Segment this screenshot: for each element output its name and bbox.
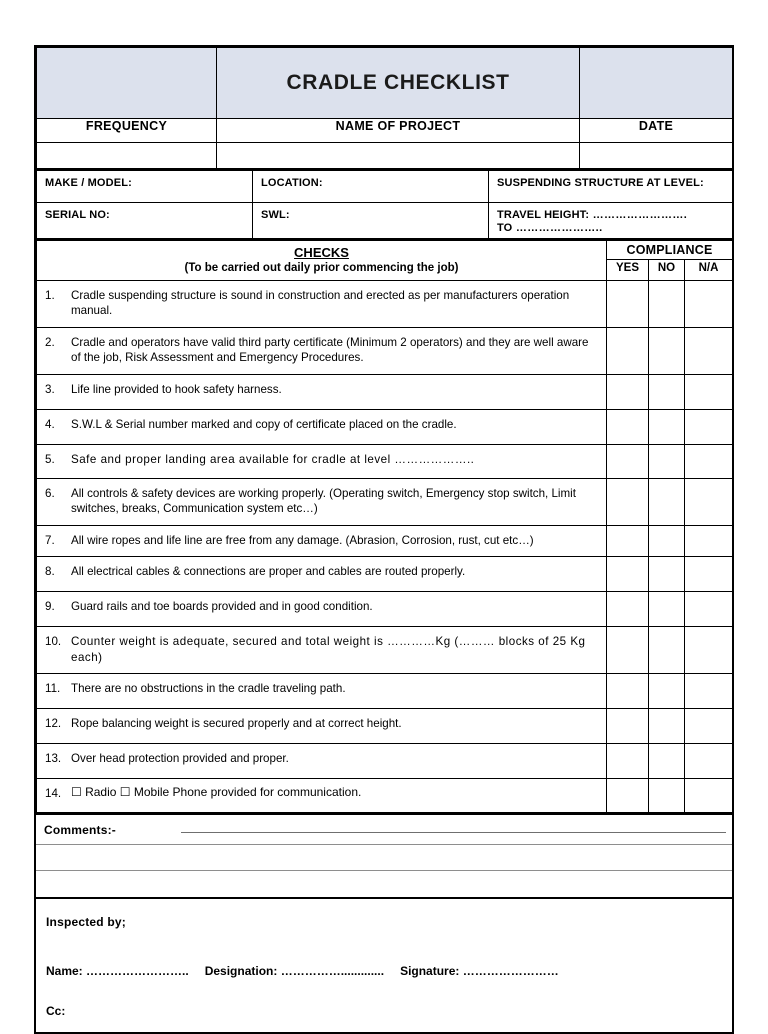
- travel-to-dots: …………………..: [512, 221, 603, 234]
- item-text-cell: [37, 779, 607, 813]
- item-no-box[interactable]: [649, 327, 685, 374]
- item-number: 7.: [45, 533, 55, 547]
- item-text-cell: [37, 444, 607, 478]
- table-row: [37, 444, 733, 478]
- suspending-structure-label: SUSPENDING STRUCTURE AT LEVEL:: [497, 177, 704, 189]
- travel-to-label: TO: [497, 221, 513, 234]
- table-row: [37, 709, 733, 744]
- table-row: [37, 779, 733, 813]
- item-no-box[interactable]: [649, 744, 685, 779]
- table-row: [37, 478, 733, 525]
- swl-cell[interactable]: [253, 202, 489, 238]
- item-number: 11.: [45, 682, 61, 695]
- item-no-box[interactable]: [649, 525, 685, 557]
- item-text-cell: [37, 557, 607, 592]
- item-number: 6.: [45, 486, 55, 500]
- column-header-na: N/A: [685, 260, 733, 280]
- table-row: [37, 557, 733, 592]
- item-text-cell: [37, 674, 607, 709]
- project-field[interactable]: [217, 143, 580, 169]
- item-text-cell: [37, 744, 607, 779]
- item-yes-box[interactable]: [607, 674, 649, 709]
- item-no-box[interactable]: [649, 444, 685, 478]
- item-na-box[interactable]: [685, 327, 733, 374]
- table-row: [37, 627, 733, 674]
- item-description: All controls & safety devices are working properly. (Operating switch, Emergency stop switch, Limit switches, breaks, Communication system etc…): [71, 486, 576, 515]
- item-na-box[interactable]: [685, 525, 733, 557]
- designation-label: Designation:: [204, 964, 278, 978]
- item-yes-box[interactable]: [607, 709, 649, 744]
- header-values-row: [37, 143, 733, 169]
- serial-no-label: SERIAL NO:: [45, 208, 110, 221]
- comments-line-2[interactable]: [36, 845, 732, 871]
- item-no-box[interactable]: [649, 779, 685, 813]
- item-yes-box[interactable]: [607, 327, 649, 374]
- item-description: All wire ropes and life line are free from any damage. (Abrasion, Corrosion, rust, cut etc…): [71, 533, 534, 547]
- designation-dots: …………….............: [277, 964, 385, 978]
- comments-first-line[interactable]: [36, 815, 732, 845]
- travel-height-dots: …………………….: [589, 208, 688, 221]
- item-text-cell: [37, 592, 607, 627]
- travel-to-line: [497, 222, 732, 234]
- comments-rule: [181, 832, 726, 833]
- serial-no-cell[interactable]: [37, 202, 253, 238]
- item-na-box[interactable]: [685, 674, 733, 709]
- inspection-section: [36, 897, 732, 1032]
- table-row: [37, 674, 733, 709]
- item-number: 12.: [45, 717, 62, 730]
- name-field[interactable]: [46, 964, 189, 978]
- signature-field[interactable]: [400, 964, 559, 978]
- name-dots: ……………………..: [82, 964, 189, 978]
- item-number: 10.: [45, 635, 62, 648]
- item-description: All electrical cables & connections are proper and cables are routed properly.: [71, 565, 466, 578]
- equipment-info-table: [36, 169, 733, 239]
- item-na-box[interactable]: [685, 444, 733, 478]
- item-number: 2.: [45, 335, 55, 349]
- item-text-cell: [37, 409, 607, 444]
- header-labels-row: [37, 119, 733, 143]
- item-number: 4.: [45, 417, 55, 431]
- signature-line: [46, 964, 722, 978]
- travel-height-label: TRAVEL HEIGHT:: [497, 208, 590, 221]
- page-title: CRADLE CHECKLIST: [217, 48, 580, 119]
- table-row: [37, 409, 733, 444]
- form-header-table: [36, 47, 733, 169]
- table-row: [37, 327, 733, 374]
- item-text-cell: [37, 374, 607, 409]
- travel-height-cell[interactable]: [489, 202, 733, 238]
- table-row: [37, 592, 733, 627]
- item-yes-box[interactable]: [607, 627, 649, 674]
- item-number: 1.: [45, 288, 55, 302]
- item-yes-box[interactable]: [607, 280, 649, 327]
- item-na-box[interactable]: [685, 409, 733, 444]
- checks-table: [36, 239, 733, 814]
- name-label: Name:: [46, 964, 83, 978]
- title-left-spacer: [37, 48, 217, 119]
- column-header-no: NO: [649, 260, 685, 280]
- item-yes-box[interactable]: [607, 444, 649, 478]
- signature-dots: ……………………: [459, 964, 559, 978]
- compliance-header: COMPLIANCE: [607, 240, 733, 260]
- column-header-yes: YES: [607, 260, 649, 280]
- item-description: S.W.L & Serial number marked and copy of certificate placed on the cradle.: [71, 417, 457, 431]
- item-description: Over head protection provided and proper.: [71, 752, 289, 765]
- table-row: [37, 744, 733, 779]
- item-description: Counter weight is adequate, secured and total weight is …………Kg (……… blocks of 25 Kg each): [71, 635, 586, 664]
- cc-label: Cc:: [46, 1004, 66, 1018]
- item-number: 5.: [45, 452, 55, 466]
- item-na-box[interactable]: [685, 374, 733, 409]
- checks-header-cell: [37, 240, 607, 281]
- date-field[interactable]: [580, 143, 733, 169]
- serial-row: [37, 202, 733, 238]
- item-na-box[interactable]: [685, 627, 733, 674]
- item-na-box[interactable]: [685, 478, 733, 525]
- inspected-by-label: Inspected by;: [46, 915, 126, 929]
- item-yes-box[interactable]: [607, 779, 649, 813]
- item-text-cell: [37, 327, 607, 374]
- item-yes-box[interactable]: [607, 557, 649, 592]
- item-no-box[interactable]: [649, 592, 685, 627]
- item-number: 9.: [45, 600, 55, 613]
- title-right-spacer: [580, 48, 733, 119]
- table-row: [37, 525, 733, 557]
- signature-label: Signature:: [400, 964, 460, 978]
- item-number: 14.: [45, 787, 62, 800]
- item-description: Cradle suspending structure is sound in construction and erected as per manufacturers operation manual.: [71, 288, 570, 317]
- swl-label: SWL:: [261, 208, 290, 221]
- checks-title: CHECKS: [294, 244, 349, 260]
- item-no-box[interactable]: [649, 280, 685, 327]
- cc-field[interactable]: [46, 1004, 722, 1018]
- table-row: [37, 280, 733, 327]
- frequency-label: FREQUENCY: [37, 119, 217, 143]
- table-row: [37, 374, 733, 409]
- comments-line-3[interactable]: [36, 871, 732, 897]
- item-no-box[interactable]: [649, 627, 685, 674]
- item-text-cell: [37, 525, 607, 557]
- item-description: Rope balancing weight is secured properly and at correct height.: [71, 717, 402, 730]
- title-band-row: [37, 48, 733, 119]
- item-text-cell: [37, 478, 607, 525]
- item-yes-box[interactable]: [607, 478, 649, 525]
- item-description: Guard rails and toe boards provided and in good condition.: [71, 600, 373, 613]
- item-no-box[interactable]: [649, 478, 685, 525]
- item-na-box[interactable]: [685, 280, 733, 327]
- checks-header-row: [37, 240, 733, 260]
- item-na-box[interactable]: [685, 709, 733, 744]
- date-label: DATE: [580, 119, 733, 143]
- item-yes-box[interactable]: [607, 374, 649, 409]
- item-na-box[interactable]: [685, 779, 733, 813]
- item-yes-box[interactable]: [607, 525, 649, 557]
- item-text-cell: [37, 280, 607, 327]
- comments-section: [36, 813, 732, 897]
- cradle-checklist-form: [34, 45, 734, 1034]
- item-description: Safe and proper landing area available for cradle at level ………………..: [71, 452, 475, 466]
- item-text-cell: [37, 627, 607, 674]
- item-na-box[interactable]: [685, 592, 733, 627]
- make-model-label: MAKE / MODEL:: [45, 177, 132, 189]
- item-yes-box[interactable]: [607, 409, 649, 444]
- item-description[interactable]: ☐ Radio ☐ Mobile Phone provided for communication.: [71, 785, 362, 799]
- item-no-box[interactable]: [649, 374, 685, 409]
- location-cell[interactable]: [253, 170, 489, 202]
- make-model-row: [37, 170, 733, 202]
- checks-subtitle: (To be carried out daily prior commencing the job): [184, 261, 459, 274]
- make-model-cell[interactable]: [37, 170, 253, 202]
- item-description: Life line provided to hook safety harness.: [71, 382, 282, 396]
- designation-field[interactable]: [205, 964, 384, 978]
- item-yes-box[interactable]: [607, 744, 649, 779]
- comments-label: Comments:-: [44, 823, 117, 837]
- item-text-cell: [37, 709, 607, 744]
- item-description: There are no obstructions in the cradle traveling path.: [71, 682, 346, 695]
- item-no-box[interactable]: [649, 409, 685, 444]
- item-na-box[interactable]: [685, 557, 733, 592]
- item-number: 3.: [45, 382, 55, 396]
- frequency-field[interactable]: [37, 143, 217, 169]
- suspending-structure-cell[interactable]: [489, 170, 733, 202]
- item-no-box[interactable]: [649, 674, 685, 709]
- item-description: Cradle and operators have valid third party certificate (Minimum 2 operators) and they are well aware of the job, Risk Assessment and Emergency Procedures.: [71, 335, 589, 364]
- item-na-box[interactable]: [685, 744, 733, 779]
- location-label: LOCATION:: [261, 177, 323, 189]
- item-yes-box[interactable]: [607, 592, 649, 627]
- item-no-box[interactable]: [649, 709, 685, 744]
- project-label: NAME OF PROJECT: [217, 119, 580, 143]
- item-no-box[interactable]: [649, 557, 685, 592]
- item-number: 13.: [45, 752, 62, 765]
- item-number: 8.: [45, 565, 55, 578]
